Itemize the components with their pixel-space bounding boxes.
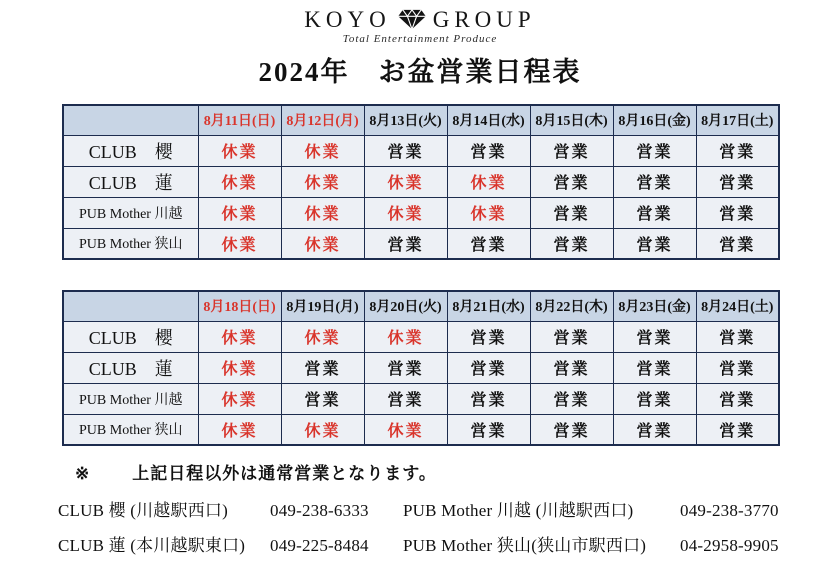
note-text: 上記日程以外は通常営業となります。: [132, 464, 437, 483]
venue-cell: CLUB 櫻: [63, 135, 198, 166]
diamond-icon: [397, 10, 427, 31]
status-cell-open: 営業: [696, 166, 779, 197]
status-cell-open: 営業: [364, 228, 447, 259]
status-cell-open: 営業: [530, 197, 613, 228]
note-marker: ※: [75, 464, 91, 483]
status-cell-closed: 休業: [198, 228, 281, 259]
status-cell-closed: 休業: [281, 197, 364, 228]
venue-cell: PUB Mother 川越: [63, 197, 198, 228]
status-cell-open: 営業: [447, 321, 530, 352]
status-cell-open: 営業: [530, 135, 613, 166]
venue-cell: CLUB 櫻: [63, 321, 198, 352]
status-cell-open: 営業: [447, 414, 530, 445]
status-cell-closed: 休業: [281, 135, 364, 166]
date-header-cell: 8月11日(日): [198, 105, 281, 135]
venue-cell: PUB Mother 川越: [63, 383, 198, 414]
status-cell-closed: 休業: [281, 166, 364, 197]
brand-line: [0, 7, 840, 33]
status-cell-closed: 休業: [198, 352, 281, 383]
status-cell-open: 営業: [530, 321, 613, 352]
status-cell-open: 営業: [696, 321, 779, 352]
status-cell-open: 営業: [530, 383, 613, 414]
status-cell-open: 営業: [281, 352, 364, 383]
status-cell-open: 営業: [613, 197, 696, 228]
date-header-cell: 8月18日(日): [198, 291, 281, 321]
status-cell-open: 営業: [613, 166, 696, 197]
contact-phone: 049-238-3770: [680, 501, 779, 520]
status-cell-closed: 休業: [364, 414, 447, 445]
date-header-cell: 8月16日(金): [613, 105, 696, 135]
contact-phone: 049-238-6333: [270, 501, 369, 520]
status-cell-closed: 休業: [198, 197, 281, 228]
status-cell-open: 営業: [613, 228, 696, 259]
status-cell-closed: 休業: [447, 166, 530, 197]
date-header-cell: 8月24日(土): [696, 291, 779, 321]
date-header-cell: 8月23日(金): [613, 291, 696, 321]
venue-cell: CLUB 蓮: [63, 352, 198, 383]
status-cell-closed: 休業: [447, 197, 530, 228]
status-cell-closed: 休業: [198, 414, 281, 445]
status-cell-open: 営業: [364, 383, 447, 414]
contact-name: CLUB 蓮 (本川越駅東口): [58, 536, 246, 555]
status-cell-closed: 休業: [198, 135, 281, 166]
status-cell-open: 営業: [447, 228, 530, 259]
contact-row: [0, 528, 840, 563]
contact-phone: 04-2958-9905: [680, 536, 779, 555]
status-cell-open: 営業: [281, 383, 364, 414]
status-cell-open: 営業: [364, 352, 447, 383]
schedule-table-week1: [62, 104, 780, 260]
status-cell-closed: 休業: [198, 383, 281, 414]
date-header-cell: 8月20日(火): [364, 291, 447, 321]
contact-name: PUB Mother 狭山(狭山市駅西口): [403, 536, 647, 555]
status-cell-closed: 休業: [364, 197, 447, 228]
page-title: 2024年 お盆営業日程表: [258, 57, 582, 87]
status-cell-closed: 休業: [281, 414, 364, 445]
note: [75, 459, 840, 484]
logo: [0, 0, 840, 46]
status-cell-open: 営業: [530, 352, 613, 383]
status-cell-open: 営業: [696, 197, 779, 228]
status-cell-closed: 休業: [281, 228, 364, 259]
date-header-cell: 8月15日(木): [530, 105, 613, 135]
status-cell-open: 営業: [696, 135, 779, 166]
status-cell-closed: 休業: [281, 321, 364, 352]
status-cell-open: 営業: [364, 135, 447, 166]
date-header-cell: 8月19日(月): [281, 291, 364, 321]
venue-cell: PUB Mother 狭山: [63, 228, 198, 259]
date-header-cell: 8月12日(月): [281, 105, 364, 135]
status-cell-open: 営業: [696, 414, 779, 445]
status-cell-open: 営業: [696, 383, 779, 414]
contact-name: PUB Mother 川越 (川越駅西口): [403, 501, 634, 520]
contact-list: [0, 493, 840, 563]
contact-row: [0, 493, 840, 528]
status-cell-open: 営業: [447, 135, 530, 166]
status-cell-open: 営業: [613, 321, 696, 352]
contact-name: CLUB 櫻 (川越駅西口): [58, 501, 228, 520]
venue-cell: PUB Mother 狭山: [63, 414, 198, 445]
corner-cell: [63, 291, 198, 321]
date-header-cell: 8月13日(火): [364, 105, 447, 135]
status-cell-closed: 休業: [364, 166, 447, 197]
contact-phone: 049-225-8484: [270, 536, 369, 555]
status-cell-open: 営業: [613, 352, 696, 383]
logo-tagline: Total Entertainment Produce: [342, 33, 498, 45]
corner-cell: [63, 105, 198, 135]
status-cell-open: 営業: [447, 352, 530, 383]
status-cell-open: 営業: [530, 166, 613, 197]
status-cell-open: 営業: [530, 228, 613, 259]
status-cell-closed: 休業: [198, 321, 281, 352]
status-cell-open: 営業: [696, 352, 779, 383]
status-cell-open: 営業: [530, 414, 613, 445]
date-header-cell: 8月17日(土): [696, 105, 779, 135]
logo-text-right: GROUP: [432, 7, 536, 32]
status-cell-open: 営業: [613, 135, 696, 166]
logo-text-left: KOYO: [304, 7, 391, 32]
status-cell-open: 営業: [613, 414, 696, 445]
venue-cell: CLUB 蓮: [63, 166, 198, 197]
status-cell-open: 営業: [447, 383, 530, 414]
date-header-cell: 8月21日(水): [447, 291, 530, 321]
status-cell-open: 営業: [696, 228, 779, 259]
date-header-cell: 8月14日(水): [447, 105, 530, 135]
schedule-table-week2: [62, 290, 780, 446]
date-header-cell: 8月22日(木): [530, 291, 613, 321]
status-cell-open: 営業: [613, 383, 696, 414]
status-cell-closed: 休業: [364, 321, 447, 352]
status-cell-closed: 休業: [198, 166, 281, 197]
